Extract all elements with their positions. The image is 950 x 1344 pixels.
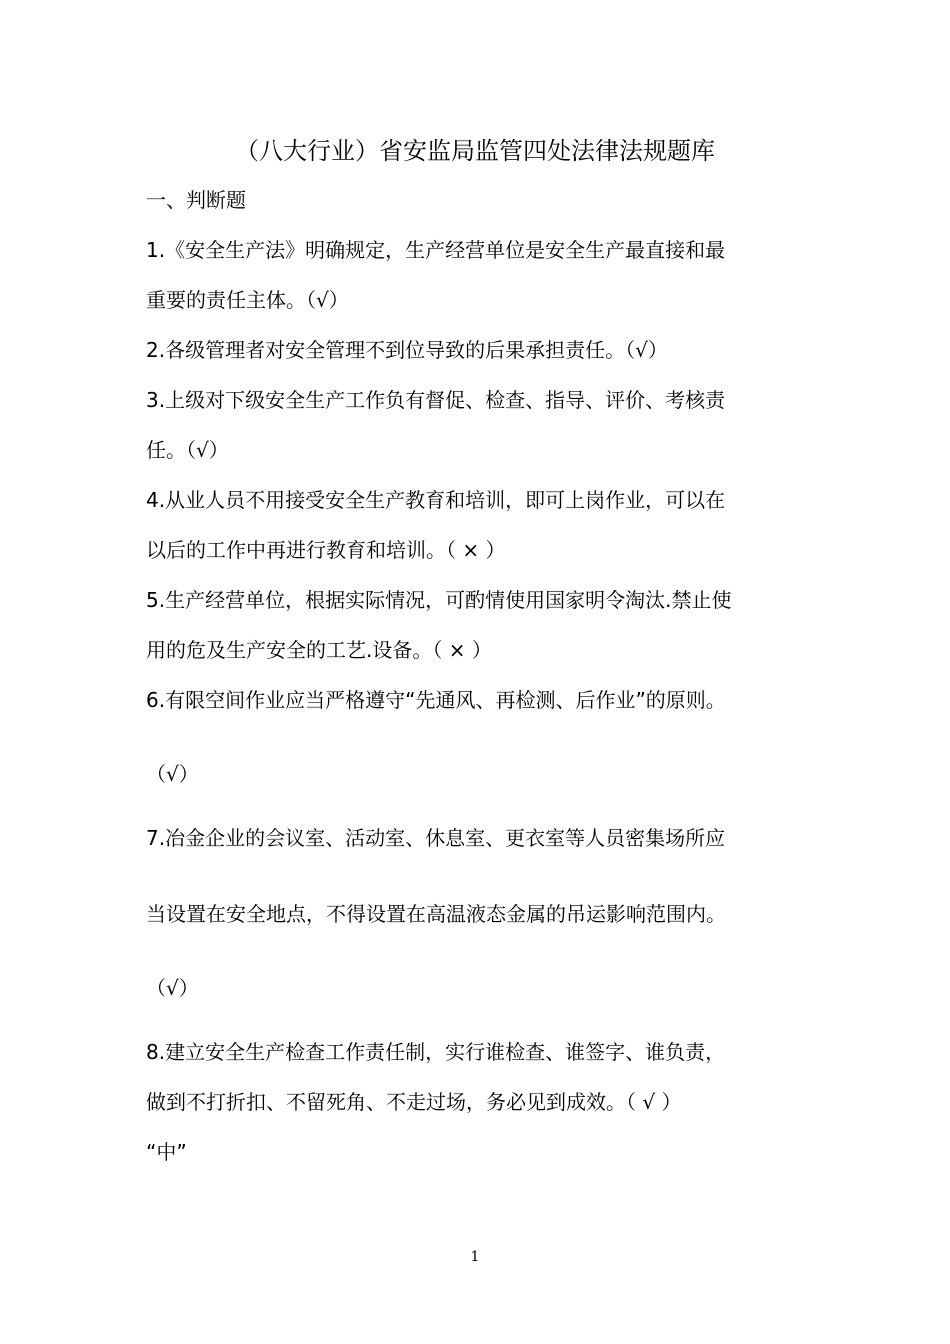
question-line: 8.建立安全生产检查工作责任制，实行谁检查、谁签字、谁负责，	[146, 1040, 726, 1064]
question-line: 7.冶金企业的会议室、活动室、休息室、更衣室等人员密集场所应	[146, 826, 726, 850]
answer-line: （√）	[146, 976, 199, 1000]
question-line: 用的危及生产安全的工艺.设备。（ × ）	[146, 638, 492, 662]
question-line: 任。（√）	[146, 438, 229, 462]
fragment-line: “中”	[146, 1140, 187, 1164]
document-title: （八大行业）省安监局监管四处法律法规题库	[235, 137, 715, 165]
question-line: 6.有限空间作业应当严格遵守“先通风、再检测、后作业”的原则。	[146, 688, 726, 712]
question-line: 重要的责任主体。（√）	[146, 288, 349, 312]
question-line: 5.生产经营单位，根据实际情况，可酌情使用国家明令淘汰.禁止使	[146, 588, 732, 612]
question-line: 2.各级管理者对安全管理不到位导致的后果承担责任。（√）	[146, 338, 668, 362]
question-line: 做到不打折扣、不留死角、不走过场，务必见到成效。（ √ ）	[146, 1090, 682, 1114]
page-number: 1	[470, 1249, 480, 1265]
question-line: 4.从业人员不用接受安全生产教育和培训，即可上岗作业，可以在	[146, 488, 726, 512]
section-heading: 一、判断题	[146, 188, 246, 212]
answer-line: （√）	[146, 762, 199, 786]
question-line: 以后的工作中再进行教育和培训。（ × ）	[146, 538, 506, 562]
question-line: 当设置在安全地点，不得设置在高温液态金属的吊运影响范围内。	[146, 902, 726, 926]
question-line: 3.上级对下级安全生产工作负有督促、检查、指导、评价、考核责	[146, 388, 726, 412]
question-line: 1.《安全生产法》明确规定，生产经营单位是安全生产最直接和最	[146, 238, 726, 262]
